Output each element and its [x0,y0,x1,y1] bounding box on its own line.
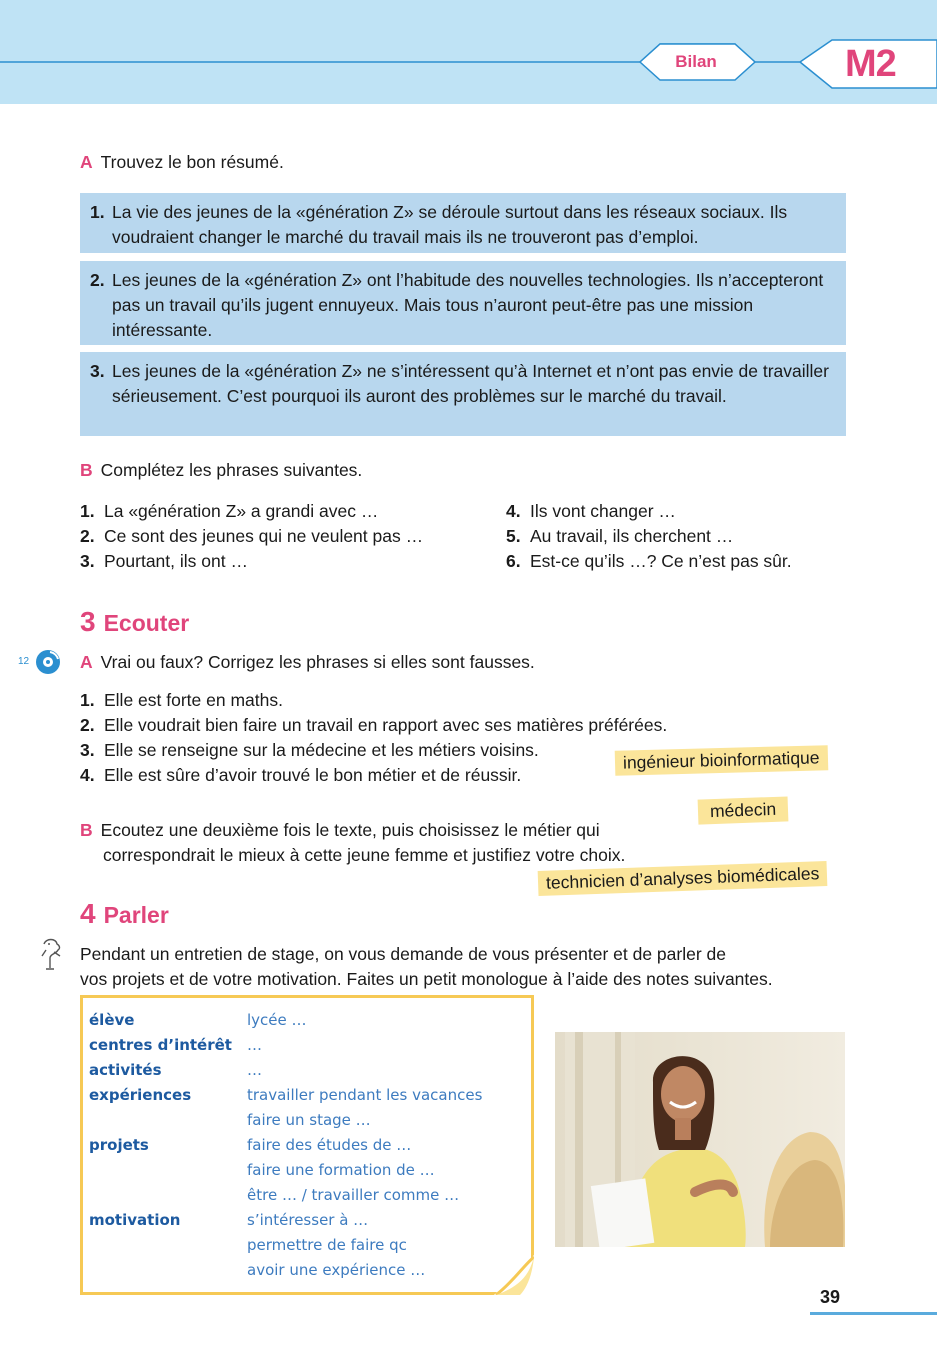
module-label: M2 [845,43,896,85]
list-item: 5. Au travail, ils cherchent … [506,526,734,546]
job-tag: ingénieur bioinformatique [615,745,828,776]
section-title-parler: 4 Parler [80,898,169,929]
summary-option-2 [80,261,846,345]
page-header [0,0,937,104]
page-number-rule [810,1312,937,1315]
ecouter-a-instruction: A Vrai ou faux? Corrigez les phrases si elles sont fausses. [80,652,535,672]
speaking-figure-icon [36,936,66,972]
parler-instruction: Pendant un entretien de stage, on vous demande de vous présenter et de parler de vos projets et de votre motivation. Faites un petit monologue à l’aide des notes suivantes. [80,944,773,989]
exercise-a-instruction: A Trouvez le bon résumé. [80,152,284,172]
list-item: 2. Elle voudrait bien faire un travail en rapport avec ses matières préférées. [80,715,668,735]
exercise-letter: B [80,460,93,480]
option-text: La vie des jeunes de la «génération Z» se déroule surtout dans les réseaux sociaux. Ils voudraient changer le marché du travail mais ils ne trouveront pas d’emploi. [112,202,788,247]
list-item: 1. Elle est forte en maths. [80,690,283,710]
note-row: expériences travailler pendant les vacances faire un stage … [89,1086,483,1129]
interview-photo [555,1032,845,1247]
summary-option-3 [80,352,846,436]
note-row: centres d’intérêt … [89,1036,262,1054]
page-curl-icon [494,1255,534,1295]
note-row: élève lycée … [89,1011,307,1029]
sentence-list-left [80,499,500,574]
ecouter-b-instruction: B Ecoutez une deuxième fois le texte, puis choisissez le métier qui correspondrait le mieux à cette jeune femme et justifiez votre choix. [80,820,626,865]
note-row: motivation s’intéresser à … permettre de faire qc avoir une expérience … [89,1211,426,1279]
summary-option-1 [80,193,846,253]
audio-track-number: 12 [18,656,30,667]
cd-audio-icon[interactable] [34,648,62,676]
job-tag: technicien d’analyses biomédicales [538,861,828,896]
option-number: 3. [90,361,105,381]
notes-card [80,995,534,1295]
note-row: projets faire des études de … faire une formation de … être … / travailler comme … [89,1136,460,1204]
list-item: 2. Ce sont des jeunes qui ne veulent pas … [80,526,424,546]
note-row: activités … [89,1061,262,1079]
header-banner [0,0,937,104]
job-tag: médecin [698,796,789,824]
page-number: 39 [820,1287,841,1307]
list-item: 4. Elle est sûre d’avoir trouvé le bon métier et de réussir. [80,765,522,785]
list-item: 4. Ils vont changer … [506,501,676,521]
option-number: 1. [90,202,105,222]
exercise-b-instruction: B Complétez les phrases suivantes. [80,460,363,480]
section-title-ecouter: 3 Ecouter [80,606,190,637]
option-text: Les jeunes de la «génération Z» ne s’intéressent qu’à Internet et n’ont pas envie de travailler sérieusement. C’est pourquoi ils auront des problèmes sur le marché du travail. [112,361,829,406]
list-item: 3. Pourtant, ils ont … [80,551,248,571]
sentence-list-right [506,499,846,574]
list-item: 3. Elle se renseigne sur la médecine et les métiers voisins. [80,740,539,760]
option-text: Les jeunes de la «génération Z» ont l’habitude des nouvelles technologies. Ils n’accepteront pas un travail qu’ils jugent ennuyeux. Mais tous n’auront peut-être pas une mission intéressante. [112,270,824,340]
list-item: 1. La «génération Z» a grandi avec … [80,501,379,521]
section-tab: Bilan [675,52,717,71]
list-item: 6. Est-ce qu’ils …? Ce n’est pas sûr. [506,551,792,571]
option-number: 2. [90,270,105,290]
exercise-letter: A [80,152,93,172]
